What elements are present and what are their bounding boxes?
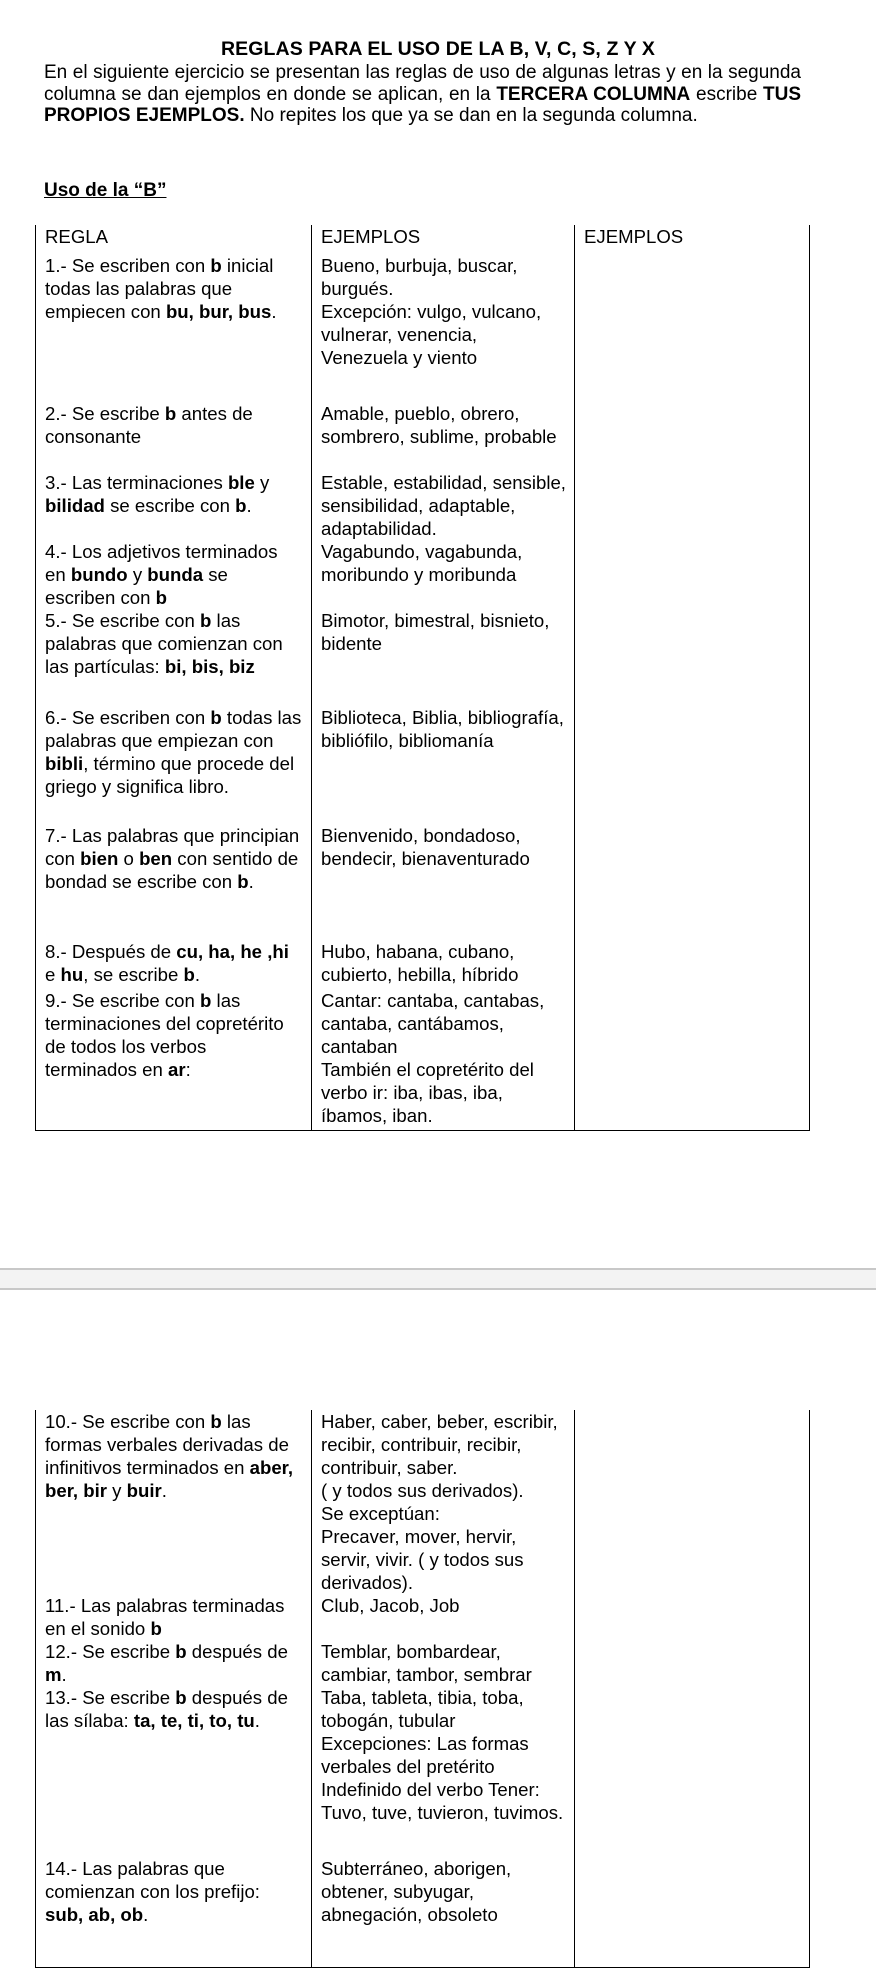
intro-text-3: No repites los que ya se dan en la segunda columna.: [244, 105, 698, 126]
rule-text-segment: ta, te, ti, to, tu: [133, 1710, 255, 1731]
table-row: [36, 824, 810, 940]
rule-text-segment: buir: [126, 1480, 162, 1501]
rule-text-segment: bundo: [70, 563, 128, 585]
rule-text-segment: 7.- Las palabras que principian con: [45, 824, 300, 869]
rule-cell: [36, 471, 312, 540]
rule-text-segment: bunda: [147, 563, 204, 585]
rule-cell: [36, 989, 312, 1131]
own-examples-cell[interactable]: [575, 706, 810, 824]
examples-cell: Biblioteca, Biblia, bibliografía, bibliófilo, bibliomanía: [312, 706, 575, 824]
examples-cell: Estable, estabilidad, sensible, sensibilidad, adaptable, adaptabilidad.: [312, 471, 575, 540]
intro-text-1: En el siguiente ejercicio se presentan las reglas de uso de algunas letras y en la segunda columna se dan ejemplos en donde se aplican, en la: [44, 62, 801, 105]
rule-text-segment: .: [143, 1904, 149, 1925]
rule-cell: [36, 1410, 312, 1594]
rule-text-segment: cu, ha, he ,hi: [176, 940, 289, 962]
rule-cell: [36, 1594, 312, 1640]
rule-text-segment: b: [235, 494, 247, 516]
rule-text-segment: , se escribe: [83, 963, 184, 985]
table-row: [36, 1594, 810, 1640]
rule-text-segment: 9.- Se escribe con: [45, 989, 201, 1011]
rule-text-segment: sub, ab, ob: [45, 1904, 144, 1925]
rule-text-segment: bu, bur, bus: [165, 300, 272, 322]
rule-text-segment: 2.- Se escribe: [45, 402, 165, 424]
examples-cell: Subterráneo, aborigen, obtener, subyugar, abnegación, obsoleto: [312, 1857, 575, 1967]
rule-text-segment: bibli: [45, 752, 84, 774]
rule-cell: [36, 940, 312, 989]
rule-text-segment: 10.- Se escribe con: [45, 1411, 211, 1432]
rule-cell: [36, 824, 312, 940]
intro-bold-1: TERCERA COLUMNA: [496, 83, 691, 105]
rule-text-segment: b: [175, 1641, 187, 1662]
rule-text-segment: o: [118, 847, 140, 869]
rule-cell: [36, 254, 312, 402]
own-examples-cell[interactable]: [575, 540, 810, 609]
table-row: [36, 1410, 810, 1594]
rule-text-segment: b: [237, 870, 249, 892]
rule-text-segment: las palabras que comienzan con las partículas:: [45, 609, 283, 677]
rule-text-segment: con sentido de bondad se escribe con: [45, 847, 299, 892]
own-examples-cell[interactable]: [575, 1594, 810, 1640]
rule-text-segment: .: [61, 1664, 67, 1685]
table-row: [36, 706, 810, 824]
rule-text-segment: todas las palabras que empiezan con: [45, 706, 302, 751]
document-page-2: [0, 1290, 876, 1973]
examples-cell: Cantar: cantaba, cantabas, cantaba, cantábamos, cantaban También el copretérito del verbo ir: iba, ibas, iba, íbamos, iban.: [312, 989, 575, 1131]
rule-text-segment: b: [155, 586, 167, 608]
rules-table-page-2: [35, 1410, 810, 1968]
rule-text-segment: aber, ber, bir: [45, 1457, 294, 1501]
own-examples-cell[interactable]: [575, 1857, 810, 1967]
table-row: [36, 609, 810, 706]
own-examples-cell[interactable]: [575, 254, 810, 402]
table-row: [36, 1857, 810, 1967]
intro-paragraph: [44, 62, 801, 127]
table-row: [36, 1640, 810, 1686]
rule-text-segment: 8.- Después de: [45, 940, 177, 962]
rule-text-segment: se escribe con: [104, 494, 236, 516]
rule-text-segment: b: [200, 989, 212, 1011]
rule-text-segment: .: [248, 870, 254, 892]
rule-text-segment: 4.- Los adjetivos terminados en: [45, 540, 278, 585]
section-heading: Uso de la “B”: [44, 180, 167, 201]
rule-text-segment: y: [107, 1480, 127, 1501]
rule-text-segment: e: [45, 963, 61, 985]
examples-cell: Club, Jacob, Job: [312, 1594, 575, 1640]
rule-text-segment: b: [210, 254, 222, 276]
intro-bold-2: TUS PROPIOS EJEMPLOS.: [44, 83, 801, 126]
rules-table-page-1: [35, 225, 810, 1131]
rule-text-segment: .: [194, 963, 201, 985]
rule-text-segment: b: [183, 963, 195, 985]
header-tus-ejemplos: EJEMPLOS: [575, 225, 810, 254]
own-examples-cell[interactable]: [575, 1686, 810, 1857]
rule-text-segment: b: [164, 402, 177, 424]
rule-text-segment: 5.- Se escribe con: [45, 609, 201, 631]
own-examples-cell[interactable]: [575, 1410, 810, 1594]
examples-cell: Taba, tableta, tibia, toba, tobogán, tubular Excepciones: Las formas verbales del pretérito Indefinido del verbo Tener: Tuvo, tuve, tuvieron, tuvimos.: [312, 1686, 575, 1857]
rule-text-segment: .: [271, 300, 277, 322]
page-title: REGLAS PARA EL USO DE LA B, V, C, S, Z Y X: [220, 38, 655, 60]
rule-text-segment: ble: [227, 471, 255, 493]
rule-text-segment: , término que procede del griego y significa libro.: [45, 752, 295, 797]
own-examples-cell[interactable]: [575, 471, 810, 540]
own-examples-cell[interactable]: [575, 609, 810, 706]
rule-text-segment: después de: [186, 1641, 288, 1662]
rule-text-segment: .: [254, 1710, 260, 1731]
own-examples-cell[interactable]: [575, 824, 810, 940]
examples-cell: Hubo, habana, cubano, cubierto, hebilla, híbrido: [312, 940, 575, 989]
rule-text-segment: hu: [60, 963, 84, 985]
own-examples-cell[interactable]: [575, 940, 810, 989]
table-row: [36, 254, 810, 402]
rule-text-segment: y: [254, 471, 270, 493]
header-ejemplos: EJEMPLOS: [312, 225, 575, 254]
rule-cell: [36, 706, 312, 824]
rule-text-segment: b: [210, 1411, 222, 1432]
examples-cell: Bimotor, bimestral, bisnieto, bidente: [312, 609, 575, 706]
table-header-row: [36, 225, 810, 254]
examples-cell: Temblar, bombardear, cambiar, tambor, sembrar: [312, 1640, 575, 1686]
rule-text-segment: después de las sílaba:: [45, 1687, 288, 1731]
own-examples-cell[interactable]: [575, 402, 810, 471]
rule-text-segment: 13.- Se escribe: [45, 1687, 176, 1708]
rule-text-segment: .: [161, 1480, 167, 1501]
rule-text-segment: 14.- Las palabras que comienzan con los prefijo:: [45, 1858, 260, 1902]
table-row: [36, 402, 810, 471]
rule-text-segment: .: [246, 494, 252, 516]
rule-text-segment: b: [175, 1687, 187, 1708]
table-row: [36, 940, 810, 989]
rule-text-segment: 12.- Se escribe: [45, 1641, 176, 1662]
rule-cell: [36, 609, 312, 706]
rule-text-segment: 6.- Se escriben con: [45, 706, 211, 728]
rule-text-segment: 1.- Se escriben con: [45, 254, 211, 276]
rule-text-segment: bilidad: [45, 494, 105, 516]
rule-cell: [36, 1857, 312, 1967]
rule-text-segment: :: [185, 1058, 191, 1080]
examples-cell: Bienvenido, bondadoso, bendecir, bienaventurado: [312, 824, 575, 940]
page-break: [0, 1268, 876, 1290]
rule-text-segment: las terminaciones del copretérito de todos los verbos terminados en: [45, 989, 284, 1080]
rule-cell: [36, 402, 312, 471]
examples-cell: Bueno, burbuja, buscar, burgués. Excepción: vulgo, vulcano, vulnerar, venencia, Venezuela y viento: [312, 254, 575, 402]
rule-text-segment: se escriben con: [45, 563, 228, 608]
rule-cell: [36, 1640, 312, 1686]
own-examples-cell[interactable]: [575, 1640, 810, 1686]
own-examples-cell[interactable]: [575, 989, 810, 1131]
rule-text-segment: bien: [80, 847, 119, 869]
rule-text-segment: antes de consonante: [45, 402, 253, 447]
rule-text-segment: y: [127, 563, 148, 585]
rule-cell: [36, 1686, 312, 1857]
rule-text-segment: m: [45, 1664, 62, 1685]
table-row: [36, 471, 810, 540]
rule-text-segment: ar: [168, 1058, 186, 1080]
rule-text-segment: 3.- Las terminaciones: [45, 471, 228, 493]
rule-text-segment: b: [150, 1618, 162, 1639]
examples-cell: Amable, pueblo, obrero, sombrero, sublime, probable: [312, 402, 575, 471]
rule-text-segment: las formas verbales derivadas de infinitivos terminados en: [45, 1411, 289, 1478]
intro-text-2: escribe: [690, 83, 763, 105]
table-row: [36, 1686, 810, 1857]
header-regla: REGLA: [36, 225, 312, 254]
rule-cell: [36, 540, 312, 609]
rule-text-segment: b: [200, 609, 212, 631]
rule-text-segment: ben: [139, 847, 173, 869]
table-row: [36, 540, 810, 609]
rule-text-segment: 11.- Las palabras terminadas en el sonido: [45, 1595, 285, 1639]
rule-text-segment: inicial todas las palabras que empiecen con: [45, 254, 274, 322]
rule-text-segment: b: [210, 706, 222, 728]
examples-cell: Vagabundo, vagabunda, moribundo y moribunda: [312, 540, 575, 609]
table-row: [36, 989, 810, 1131]
examples-cell: Haber, caber, beber, escribir, recibir, contribuir, recibir, contribuir, saber. ( y todos sus derivados). Se exceptúan: Precaver, mover, hervir, servir, vivir. ( y todos sus derivados).: [312, 1410, 575, 1594]
rule-text-segment: bi, bis, biz: [164, 655, 255, 677]
